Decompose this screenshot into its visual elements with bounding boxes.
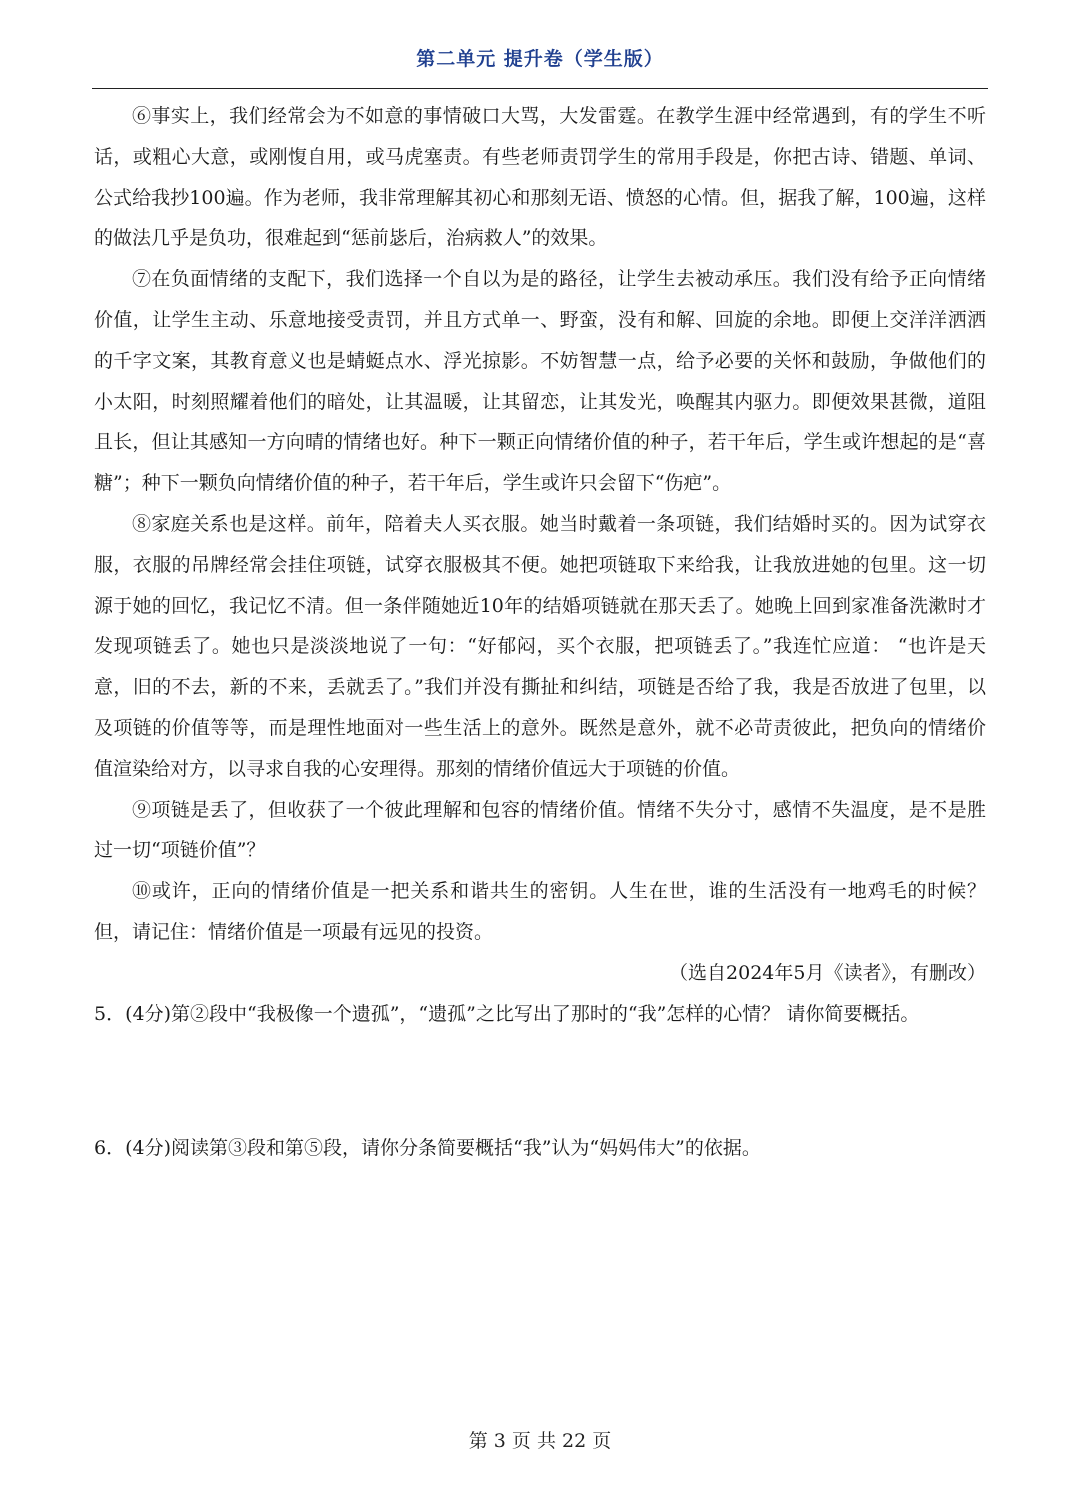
- source-citation: （选自2024年5月《读者》，有删改）: [669, 961, 986, 984]
- answer-space-question-5: [94, 1034, 986, 1128]
- paragraph-7: ⑦在负面情绪的支配下，我们选择一个自以为是的路径，让学生去被动承压。我们没有给予正向情绪价值，让学生主动、乐意地接受责罚，并且方式单一、野蛮，没有和解、回旋的余地。即便上交洋洋洒洒的千字文案，其教育意义也是蜻蜓点水、浮光掠影。不妨智慧一点，给予必要的关怀和鼓励，争做他们的小太阳，时刻照耀着他们的暗处，让其温暖，让其留恋，让其发光，唤醒其内驱力。即便效果甚微，道阻且长，但让其感知一方向晴的情绪也好。种下一颗正向情绪价值的种子，若干年后，学生或许想起的是“喜糖”；种下一颗负向情绪价值的种子，若干年后，学生或许只会留下“伤疤”。: [94, 268, 986, 495]
- page-header-title: 第二单元 提升卷（学生版）: [416, 48, 664, 70]
- header-divider: [92, 88, 988, 89]
- paragraph-10: ⑩或许，正向的情绪价值是一把关系和谐共生的密钥。人生在世，谁的生活没有一地鸡毛的时候？但，请记住：情绪价值是一项最有远见的投资。: [94, 880, 986, 943]
- paragraph-9: ⑨项链是丢了，但收获了一个彼此理解和包容的情绪价值。情绪不失分寸，感情不失温度，是不是胜过一切“项链价值”？: [94, 798, 986, 862]
- document-body: [94, 96, 986, 1169]
- question-5: 5．(4分)第②段中“我极像一个遗孤”，“遗孤”之比写出了那时的“我”怎样的心情？ 请你简要概括。: [94, 1002, 920, 1025]
- paragraph-6: ⑥事实上，我们经常会为不如意的事情破口大骂，大发雷霆。在教学生涯中经常遇到，有的学生不听话，或粗心大意，或刚愎自用，或马虎塞责。有些老师责罚学生的常用手段是，你把古诗、错题、单词、公式给我抄100遍。作为老师，我非常理解其初心和那刻无语、愤怒的心情。但，据我了解，100遍，这样的做法几乎是负功，很难起到“惩前毖后，治病救人”的效果。: [94, 105, 986, 250]
- page-footer-number: 第 3 页 共 22 页: [468, 1430, 612, 1452]
- paragraph-8: ⑧家庭关系也是这样。前年，陪着夫人买衣服。她当时戴着一条项链，我们结婚时买的。因为试穿衣服，衣服的吊牌经常会挂住项链，试穿衣服极其不便。她把项链取下来给我，让我放进她的包里。这一切源于她的回忆，我记忆不清。但一条伴随她近10年的结婚项链就在那天丢了。她晚上回到家准备洗漱时才发现项链丢了。她也只是淡淡地说了一句：“好郁闷，买个衣服，把项链丢了。”我连忙应道： “也许是天意，旧的不去，新的不来，丢就丢了。”我们并没有撕扯和纠结，项链是否给了我，我是否放进了包里，以及项链的价值等等，而是理性地面对一些生活上的意外。既然是意外，就不必苛责彼此，把负向的情绪价值渲染给对方，以寻求自我的心安理得。那刻的情绪价值远大于项链的价值。: [94, 512, 986, 780]
- question-6: 6．(4分)阅读第③段和第⑤段，请你分条简要概括“我”认为“妈妈伟大”的依据。: [94, 1137, 761, 1160]
